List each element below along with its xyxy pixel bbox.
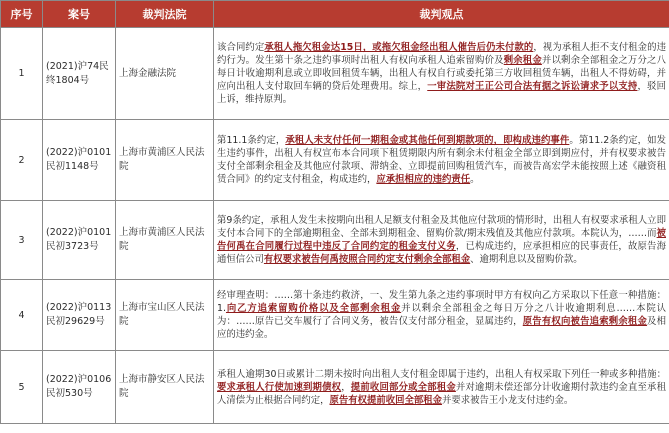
highlighted-phrase: 要求承租人行使加速到期债权 xyxy=(217,381,342,393)
case-number: (2022)沪0106民初530号 xyxy=(43,351,116,424)
view-text: 并以剩余全部租金之万分之八每日计收逾期利息或立即收回租赁车辆，出租人有权自行或委托第三方收回租赁车辆，出租人不得妨碍，并应向出租人支付取回车辆的贷后处理费用。综上， xyxy=(217,55,666,92)
judgment-view xyxy=(214,201,669,280)
view-text: ，驳回上诉，维持原判。 xyxy=(217,81,666,105)
case-number: (2021)沪74民终1804号 xyxy=(43,28,116,120)
view-text: 第9条约定，承租人发生未按期向出租人足额支付租金及其他应付款项的情形时，出租人有权要求承租人立即支付本合同下的全部逾期租金、全部未到期租金、留购价款/期末残值及其他应付款项。本院认为，……而 xyxy=(217,215,666,239)
view-text: 并对逾期未偿还部分计收逾期付款违约金直至承租人清偿为止根据合同约定， xyxy=(217,381,666,406)
highlighted-phrase: 提前收回部分或全部租金 xyxy=(350,381,456,393)
highlighted-phrase: 一审法院对王正公司合法有据之诉讼请求予以支持 xyxy=(427,81,638,92)
highlighted-phrase: 承租人拖欠租金达15日，或拖欠租金经出租人催告后仍未付款的 xyxy=(264,42,534,53)
highlighted-phrase: 向乙方追索留购价格以及全部剩余租金 xyxy=(225,303,402,314)
view-text: 。第11.2条约定，如发生违约事件，出租人有权宣布本合同项下租赁期限内所有剩余未付租金全部立即到期应付，并有权要求被告支付全部剩余租金及其他应付款项、滞纳金、立即提前回购租赁汽车，而被告高宏学未能按照上述《融资租赁合同》的约定支付租金，构成违约， xyxy=(217,135,666,185)
judgment-view xyxy=(214,280,669,351)
table-row xyxy=(1,351,669,424)
court-name: 上海市黄浦区人民法院 xyxy=(116,120,214,201)
court-name: 上海市静安区人民法院 xyxy=(116,351,214,424)
row-number: 2 xyxy=(1,120,43,201)
header-judgment-view: 裁判观点 xyxy=(214,1,669,28)
header-case-number: 案号 xyxy=(43,1,116,28)
table-row xyxy=(1,28,669,120)
highlighted-phrase: 被告何禹在合同履行过程中违反了合同约定的租金支付义务 xyxy=(217,228,666,252)
view-text: ， xyxy=(341,381,351,393)
judgment-view xyxy=(214,351,669,424)
court-name: 上海市黄浦区人民法院 xyxy=(116,201,214,280)
highlighted-phrase: 有权要求被告何禹按照合同约定支付剩余全部租金 xyxy=(263,254,471,265)
table-row xyxy=(1,280,669,351)
row-number: 4 xyxy=(1,280,43,351)
table-row xyxy=(1,201,669,280)
highlighted-phrase: 应承担相应的违约责任 xyxy=(376,174,471,185)
view-text: 经审理查明：……第十条违约救济，一、发生第九条之违约事项时甲方有权向乙方采取以下任意一种措施：1. xyxy=(217,290,666,314)
court-name: 上海市宝山区人民法院 xyxy=(116,280,214,351)
case-number: (2022)沪0113民初29629号 xyxy=(43,280,116,351)
highlighted-phrase: 原告有权提前收回全部租金 xyxy=(329,394,443,406)
highlighted-phrase: 原告有权向被告追索剩余租金 xyxy=(522,316,648,327)
row-number: 5 xyxy=(1,351,43,424)
court-name: 上海金融法院 xyxy=(116,28,214,120)
case-number: (2022)沪0101民初3723号 xyxy=(43,201,116,280)
row-number: 3 xyxy=(1,201,43,280)
view-text: ，已构成违约，应承担相应的民事责任，故原告海通恒信公司 xyxy=(217,241,666,265)
judgment-view xyxy=(214,28,669,120)
view-text: 第11.1条约定， xyxy=(217,135,286,146)
view-text: 。 xyxy=(470,174,480,185)
view-text: 及相应的违约金。 xyxy=(217,316,666,340)
header-no: 序号 xyxy=(1,1,43,28)
view-text: 该合同约定 xyxy=(217,42,265,53)
view-text: 并要求被告王小龙支付违约金。 xyxy=(442,394,574,406)
view-text: 承租人逾期30日或累计二期未按时向出租人支付租金即属于违约，出租人有权采取下列任一种或多种措施： xyxy=(217,368,666,380)
view-text: 并以剩余全部租金之每日万分之八计收逾期利息……本院认为：……原告已交车履行了合同义务，被告仅支付部分租金，显属违约， xyxy=(217,303,666,327)
row-number: 1 xyxy=(1,28,43,120)
judgment-view xyxy=(214,120,669,201)
table-row xyxy=(1,120,669,201)
highlighted-phrase: 承租人未支付任何一期租金或其他任何到期款项的，即构成违约事件 xyxy=(285,135,570,146)
view-text: ，视为承租人拒不支付租金的违约行为。发生第十条之违约事项时出租人有权向承租人追索留购价及 xyxy=(217,42,666,66)
highlighted-phrase: 剩余租金 xyxy=(503,55,542,66)
case-number: (2022)沪0101民初1148号 xyxy=(43,120,116,201)
view-text: 、逾期利息以及留购价款。 xyxy=(470,254,583,265)
table-header-row xyxy=(1,1,669,28)
header-court: 裁判法院 xyxy=(116,1,214,28)
